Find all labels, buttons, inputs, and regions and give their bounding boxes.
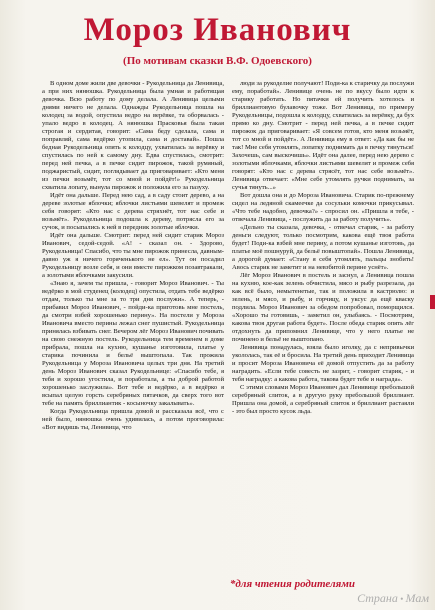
- paragraph: люди за рукоделие получают! Поди-ка к старичку да послужи ему, поработай». Ленивице очень не по вкусу было идти к старику работать. Но пятачки ей получить хотелось и бриллиантовую булавочку тоже. Вот Ленивица, по примеру Рукодельницы, подошла к колодцу, схватилась за верёвку, да бух прямо ко дну. Смотрит - перед ней печка, а в печке сидит пирожок да приговаривает: «Я совсем готов, кто меня возьмёт, тот со мной и пойдёт». А Ленивица ему в ответ: «Да как бы не так! Мне себя утомлять, лопатку поднимать да в печку тянуться! Захочешь, сам выскочишь». Идёт она далее, перед нею дерево с золотыми яблочками, яблочки листьями шевелят и промеж себя говорят: «Кто нас с дерева стрясёт, тот нас себе возьмёт». Ленивица отвечает: «Мне себе утомлять ручки поднимать, за сучья тянуть...»: [232, 80, 414, 191]
- paragraph: Вот дошла она и до Мороза Ивановича. Старик по-прежнему сидел на ледяной скамеечке да сосульки комочки прикусывал. «Что тебе надобно, девочка?» - спросил он. «Пришла я тебе, - отвечала Ленивица, - послужить да за работу получить».: [232, 192, 414, 223]
- paragraph: В одном доме жили две девочки - Рукодельница да Ленивица, а при них нянюшка. Рукодельница была умная и работящая девочка. Всю работу по дому делала. А Ленивица целыми днями ничего не делала. Однажды Рукодельница пошла на колодец за водой, опустила ведро на верёвке, та оборвалась - упало ведро в колодец. А нянюшка Прасковья была такая строгая и сердитая, говорит: «Сама беду сделала, сама и поправляй, сама ведёрко утопила, сама и доставай». Пошла бедная Рукодельница опять к колодцу, ухватилась за верёвку и спустилась по ней к самому дну. Едва спустилась, смотрит: перед ней печка, а в печке сидит пирожок, такой румяный, поджаристый, сидит, поглядывает да приговаривает: «Кто меня из печки возьмёт, тот со мной и пойдёт!» Рукодельница схватила лопату, вынула пирожок и положила его за пазуху.: [42, 80, 224, 191]
- watermark-dot: •: [397, 594, 406, 604]
- page-edge-tab: [430, 295, 435, 309]
- paragraph: Лёг Мороз Иванович в постель и заснул, а Ленивица пошла на кухню, кое-как зелень обчистила, мясо и рыбу разрезала, да как всё было, немытенетые, так и положила в кастрюлю: и зелень, и мясо, и рыбу, и горчицу, и уксус да ещё кваску подлила. Мороз Иванович за обедом попробовал, поморщился. «Хорошо ты готовишь, - заметил он, улыбаясь. - Посмотрим, какова твоя другая работа будет». После обеда старик опять лёг отдохнуть да припомнил Ленивице, что у него платье не починено и бельё не выштопано.: [232, 272, 414, 343]
- paragraph: «Дельно ты сказала, девочка, - отвечал старик, - за работу деньги следуют, только посмотрим, какова ещё твоя работа будет! Поди-ка взбей мне перину, а потом кушанье изготовь, да платье моё пошнуруй, да бельё повыштопай». Пошла Ленивица, а дорогой думает: «Стану я себя утомлять, пальцы знобить! Авось старик не заметит и на невзбитой перине уснёт».: [232, 224, 414, 271]
- story-title: Мороз Иванович: [83, 12, 352, 48]
- paragraph: Идёт она дальше. Перед нею сад, а в саду стоит дерево, а на дереве золотые яблочки; яблочки листьями шевелят и промеж себя говорят: «Кто нас с дерева стряхнёт, тот нас себе и возьмёт». Рукодельница подошла к дереву, потрясла его за сучок, и посыпались к ней в передник золотые яблочки.: [42, 192, 224, 231]
- column-left: [42, 80, 224, 580]
- paragraph: Ленивица понадулась, взяла было иголку, да с непривычки укололась, так её и бросила. На третий день приходит Ленивица и просит Мороза Ивановича её домой отпустить да за работу наградить. «Если тебе совесть не зазрит, - говорит старик, - и тебя наградку: а какова работа, такова будет тебе и награда».: [232, 344, 414, 383]
- footer-note: *для чтения родителями: [229, 578, 355, 590]
- text-columns: [42, 80, 414, 580]
- column-right: [232, 80, 414, 580]
- paragraph: «Знаю я, зачем ты пришла, - говорит Мороз Иванович. - Ты ведёрко в мой студенец (колодец) опустила, отдать тебе ведёрко отдам, только ты мне за то три дня послужи». А теперь, - прибавил Мороз Иванович, - пойди-ка приготовь мне постель, да смотри взбей хорошенько перину». На постели у Мороза Ивановича вместо перины лежал снег пушистый. Рукодельница принялась взбивать снег. Вечером лёг Мороз Иванович почивать на свою снежную постель. Рукодельница тем временем в доме прибрала, пошла на кухню, кушанье изготовила, платье у старика починила и бельё выштопала. Так прожила Рукодельница у Мороза Ивановича целых три дня. На третий день Мороз Иванович сказал Рукодельнице: «Спасибо тебе, я тебя и хорошо угостила, и поработала, а ты доброй работой хорошенько заслужила». Вот тебе и ведёрко, а в ведёрко я всыпал целую горсть серебряных пятачков, да сверх того вот тебе на память бриллиантик - косыночку закалывать».: [42, 280, 224, 407]
- paragraph: Когда Рукодельница пришла домой и рассказала всё, что с ней было, нянюшка очень удивилась, а потом проговорила: «Вот видишь ты, Ленивица, что: [42, 408, 224, 431]
- watermark-text-left: Страна: [357, 591, 398, 605]
- watermark: [357, 591, 429, 606]
- story-subtitle: (По мотивам сказки В.Ф. Одоевского): [123, 55, 312, 67]
- watermark-text-right: Мам: [405, 591, 429, 605]
- paragraph: Идёт она дальше. Смотрит: перед ней сидит старик Мороз Иванович, седой-седой. «А! - сказал он. - Здорово, Рукодельница! Спасибо, что ты мне пирожок принесла, давным-давно уж я ничего горяченького не ел». Тут он посадил Рукодельницу возле себя, и они вместе пирожком позавтракали, а золотыми яблочками закусили.: [42, 232, 224, 279]
- paragraph: С этими словами Мороз Иванович дал Ленивице пребольшой серебряный слиток, а в другую руку пребольшой бриллиант. Пришла она домой, а серебряный слиток и бриллиант растаяли - это был просто кусок льда.: [232, 384, 414, 415]
